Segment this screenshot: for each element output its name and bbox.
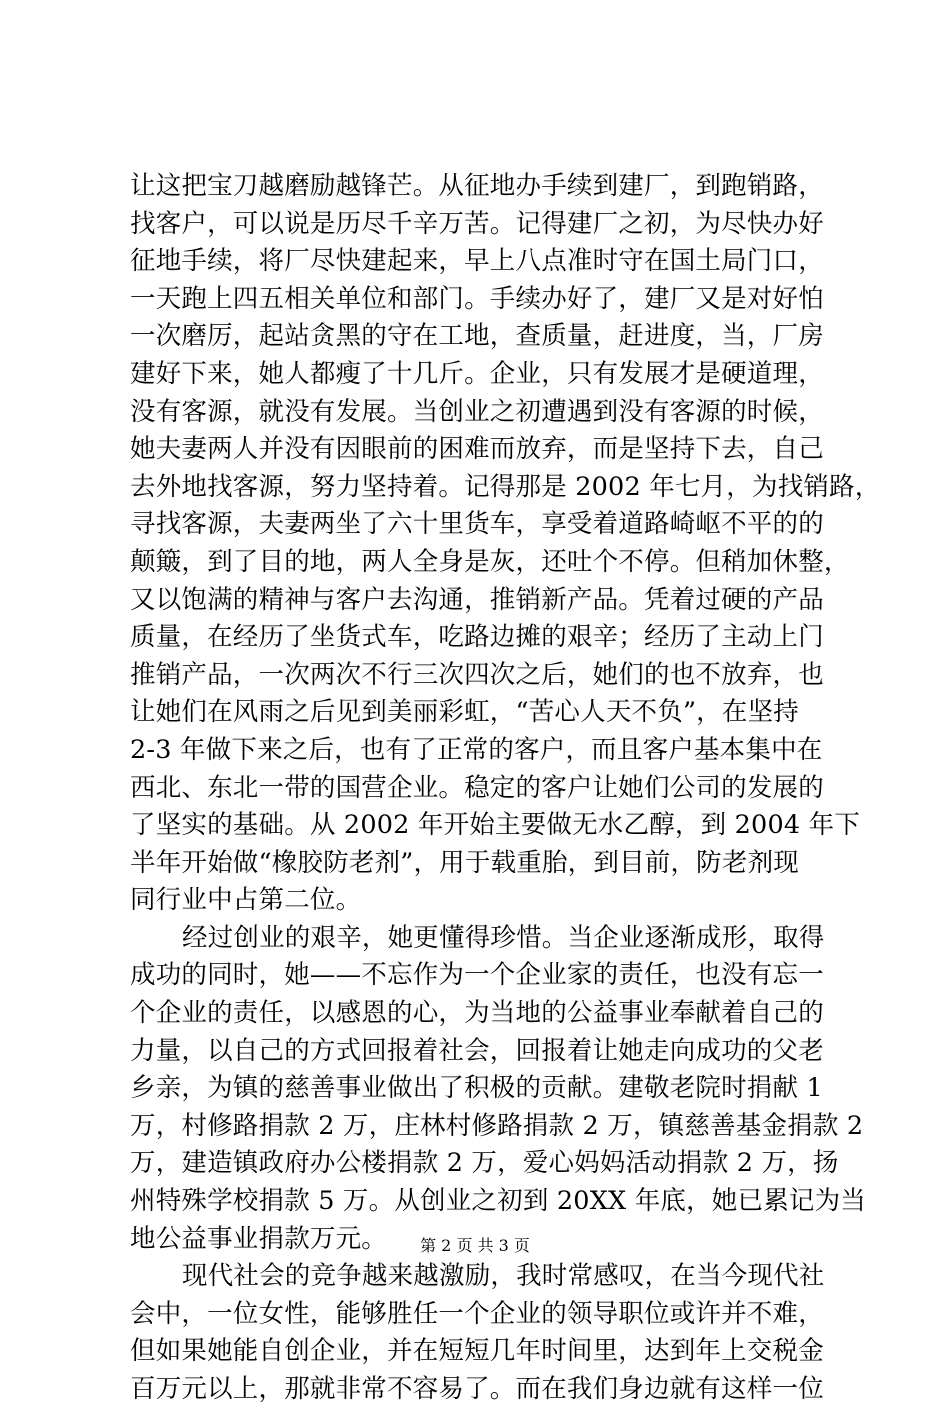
text-line: 2-3 年做下来之后，也有了正常的客户，而且客户基本集中在 [130,734,823,765]
text-line: 会中，一位女性，能够胜任一个企业的领导职位或许并不难， [130,1298,824,1329]
text-line: 去外地找客源，努力坚持着。记得那是 2002 年七月，为找销路， [130,471,881,502]
text-line: 个企业的责任，以感恩的心，为当地的公益事业奉献着自己的 [130,998,824,1029]
document-body [130,168,881,1409]
text-line: 万，建造镇政府办公楼捐款 2 万，爱心妈妈活动捐款 2 万，扬 [130,1148,839,1179]
text-line: 征地手续，将厂尽快建起来，早上八点准时守在国土局门口， [130,246,824,277]
text-line: 又以饱满的精神与客户去沟通，推销新产品。凭着过硬的产品 [130,584,824,615]
text-line: 寻找客源，夫妻两坐了六十里货车，享受着道路崎岖不平的的 [130,509,824,540]
text-line: 州特殊学校捐款 5 万。从创业之初到 20XX 年底，她已累记为当 [130,1186,867,1217]
paragraph-2 [130,920,867,1258]
text-line: 质量，在经历了坐货式车，吃路边摊的艰辛；经历了主动上门 [130,622,824,653]
text-line: 她夫妻两人并没有因眼前的困难而放弃，而是坚持下去，自己 [130,434,824,465]
text-line: 半年开始做“橡胶防老剂”，用于载重胎，到目前，防老剂现 [130,847,799,878]
text-line: 但如果她能自创企业，并在短短几年时间里，达到年上交税金 [130,1336,824,1367]
text-line: 建好下来，她人都瘦了十几斤。企业，只有发展才是硬道理， [130,358,824,389]
text-line: 一次磨厉，起站贪黑的守在工地，查质量，赶进度，当，厂房 [130,321,824,352]
text-line: 推销产品，一次两次不行三次四次之后，她们的也不放弃，也 [130,659,824,690]
text-line: 经过创业的艰辛，她更懂得珍惜。当企业逐渐成形，取得 [182,922,825,953]
text-line: 同行业中占第二位。 [130,885,362,916]
text-line: 让这把宝刀越磨励越锋芒。从征地办手续到建厂，到跑销路， [130,171,824,201]
text-line: 一天跑上四五相关单位和部门。手续办好了，建厂又是对好怕 [130,283,824,314]
text-line: 没有客源，就没有发展。当创业之初遭遇到没有客源的时候， [130,396,824,427]
page-number-footer: 第 2 页 共 3 页 [420,1236,530,1255]
text-line: 百万元以上，那就非常不容易了。而在我们身边就有这样一位 [130,1374,824,1404]
text-line: 乡亲，为镇的慈善事业做出了积极的贡献。建敬老院时捐献 1 [130,1073,823,1104]
text-line: 颠簸，到了目的地，两人全身是灰，还吐个不停。但稍加休整， [130,546,850,577]
paragraph-1 [130,168,881,920]
text-line: 西北、东北一带的国营企业。稳定的客户让她们公司的发展的 [130,772,824,803]
text-line: 了坚实的基础。从 2002 年开始主要做无水乙醇，到 2004 年下 [130,810,861,841]
paragraph-3 [130,1258,830,1408]
text-line: 力量，以自己的方式回报着社会，回报着让她走向成功的父老 [130,1035,824,1066]
text-line: 现代社会的竞争越来越激励，我时常感叹，在当今现代社 [182,1261,825,1292]
text-line: 成功的同时，她——不忘作为一个企业家的责任，也没有忘一 [130,960,824,991]
text-line: 让她们在风雨之后见到美丽彩虹，“苦心人天不负”，在坚持 [130,697,799,728]
text-line: 万，村修路捐款 2 万，庄林村修路捐款 2 万，镇慈善基金捐款 2 [130,1110,864,1141]
text-line: 找客户，可以说是历尽千辛万苦。记得建厂之初，为尽快办好 [130,208,824,239]
text-line: 地公益事业捐款万元。 [130,1223,388,1254]
